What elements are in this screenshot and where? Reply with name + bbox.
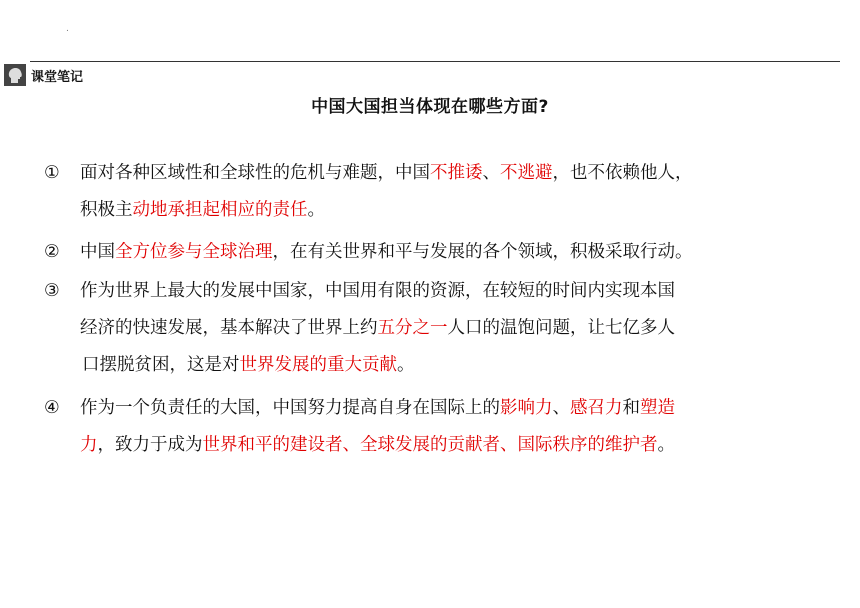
- item-text: 。: [307, 200, 325, 220]
- head-silhouette-icon: [4, 64, 26, 86]
- highlight-text: 世界发展的重大贡献: [239, 355, 397, 375]
- item-text: 作为一个负责任的大国，中国努力提高自身在国际上的: [80, 398, 500, 418]
- item-line: [44, 347, 819, 384]
- item-text: 、: [552, 398, 570, 418]
- item-text: 面对各种区域性和全球性的危机与难题，中国: [80, 163, 430, 183]
- item-text: 口摆脱贫困，这是对: [82, 355, 240, 375]
- item-text: 经济的快速发展，基本解决了世界上约: [80, 318, 378, 338]
- list-item: [44, 234, 819, 271]
- item-number: ③: [44, 281, 60, 301]
- item-text: 中国: [80, 242, 115, 262]
- header-dot: .: [66, 24, 69, 34]
- item-text: 。: [657, 435, 675, 455]
- item-text: 和: [622, 398, 640, 418]
- item-text: ，致力于成为: [97, 435, 203, 455]
- list-item: [44, 273, 819, 384]
- item-line: [44, 155, 819, 192]
- item-text: 积极主: [80, 200, 133, 220]
- highlight-text: 影响力: [500, 398, 553, 418]
- highlight-text: 五分之一: [377, 318, 448, 338]
- item-text: 作为世界上最大的发展中国家，中国用有限的资源，在较短的时间内实现本国: [80, 281, 675, 301]
- item-line: [44, 234, 819, 271]
- item-line: [44, 390, 819, 427]
- item-text: 。: [397, 355, 415, 375]
- item-number: ②: [44, 242, 60, 262]
- notes-badge: [4, 64, 83, 86]
- item-text: 、: [482, 163, 500, 183]
- item-number: ④: [44, 398, 60, 418]
- highlight-text: 不逃避: [500, 163, 553, 183]
- item-text: ，在有关世界和平与发展的各个领域，积极采取行动。: [272, 242, 693, 262]
- item-line: [44, 273, 819, 310]
- item-line: [44, 427, 819, 464]
- highlight-text: 感召力: [570, 398, 623, 418]
- item-number: ①: [44, 163, 60, 183]
- badge-label: 课堂笔记: [31, 69, 84, 85]
- item-line: [44, 310, 819, 347]
- highlight-text: 动地承担起相应的责任: [132, 200, 308, 220]
- page-title: 中国大国担当体现在哪些方面?: [311, 97, 549, 117]
- highlight-text: 世界和平的建设者、全球发展的贡献者、国际秩序的维护者: [202, 435, 658, 455]
- list-item: [44, 155, 819, 229]
- header-divider: [30, 61, 840, 62]
- highlight-text: 力: [80, 435, 98, 455]
- highlight-text: 不推诿: [430, 163, 483, 183]
- list-item: [44, 390, 819, 464]
- item-line: [44, 192, 819, 229]
- item-text: 人口的温饱问题，让七亿多人: [447, 318, 675, 338]
- highlight-text: 全方位参与全球治理: [115, 242, 273, 262]
- item-text: ，也不依赖他人，: [552, 163, 693, 183]
- highlight-text: 塑造: [640, 398, 675, 418]
